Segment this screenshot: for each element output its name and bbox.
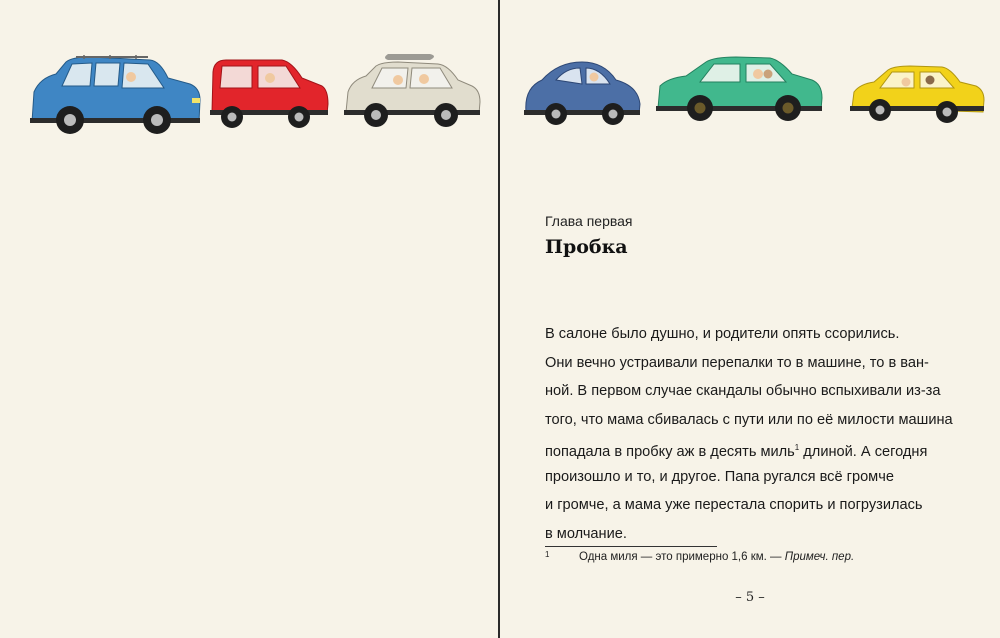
page-number: – 5 –	[735, 590, 765, 605]
chapter-label: Глава первая	[545, 213, 633, 229]
body-line: В салоне было душно, и родители опять ссорились.	[545, 326, 900, 342]
body-line: в молчание.	[545, 525, 627, 542]
body-line: произошло и то, и другое. Папа ругался всё громче	[545, 468, 894, 485]
footnote-reference[interactable]: 1	[794, 443, 800, 452]
car-blue-beetle	[524, 62, 640, 125]
footnote	[545, 550, 854, 563]
body-line-part: длиной. А сегодня	[803, 444, 928, 460]
body-line: того, что мама сбивалась с пути или по её милости машина	[545, 411, 953, 428]
body-line-part: попадала в пробку аж в десять миль	[545, 444, 795, 460]
chapter-title: Пробка	[545, 236, 628, 258]
body-line: Они вечно устраивали перепалки то в машине, то в ван-	[545, 354, 929, 371]
right-page-car-illustration	[500, 0, 1000, 150]
chapter-body-text	[545, 320, 953, 548]
car-blue-station-wagon	[30, 55, 200, 134]
left-page-car-illustration	[0, 0, 498, 150]
car-red-minivan	[210, 60, 328, 128]
car-yellow-sedan	[850, 66, 984, 123]
body-line-with-footnote	[545, 434, 945, 463]
footnote-mark: 1	[545, 550, 550, 559]
translator-note: Примеч. пер.	[784, 551, 855, 563]
car-green-sedan	[656, 57, 822, 121]
footnote-text: Одна миля — это примерно 1,6 км. —	[579, 551, 785, 563]
body-line: и громче, а мама уже перестала спорить и погрузилась	[545, 497, 923, 513]
body-line: ной. В первом случае скандалы обычно вспыхивали из-за	[545, 383, 941, 399]
car-white-hatchback	[344, 54, 480, 127]
footnote-divider	[545, 546, 717, 547]
